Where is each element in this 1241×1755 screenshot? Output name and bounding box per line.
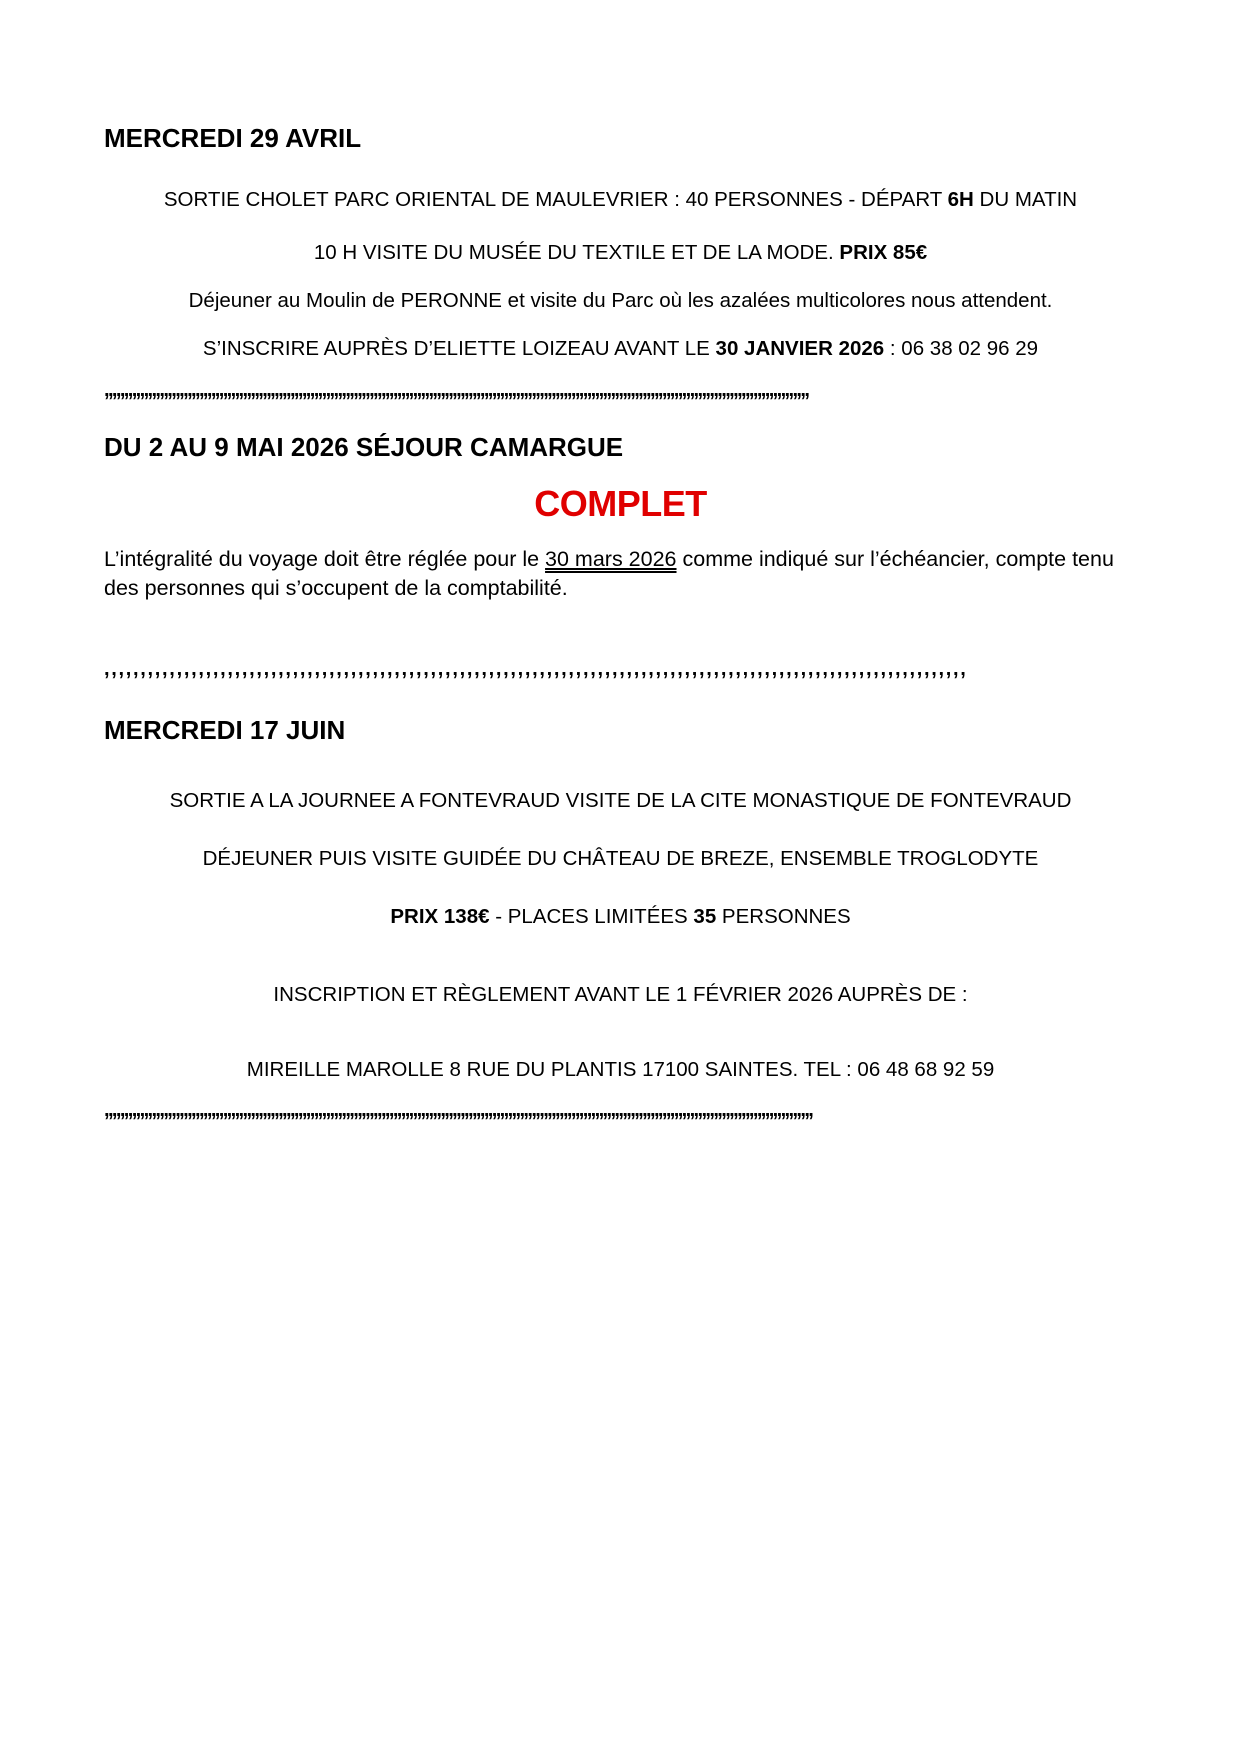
- event1-line4: [0, 337, 1241, 361]
- event1-line3: Déjeuner au Moulin de PERONNE et visite du Parc où les azalées multicolores nous attendent.: [188, 289, 1053, 312]
- event3-places-count: 35: [693, 905, 717, 928]
- event1-line1-end: DU MATIN: [973, 188, 1078, 211]
- event1-line4-text: S’INSCRIRE AUPRÈS D’ELIETTE LOIZEAU AVANT LE: [202, 337, 716, 360]
- event3-line1: SORTIE A LA JOURNEE A FONTEVRAUD VISITE DE LA CITE MONASTIQUE DE FONTEVRAUD: [169, 789, 1072, 812]
- event2-para-end: comme indiqué sur l’échéancier, compte tenu des personnes qui s’occupent de la comptabilité.: [104, 547, 1114, 600]
- event3-line3: [0, 905, 1241, 929]
- status-complet: COMPLET: [534, 483, 707, 524]
- event1-departure-time: 6H: [947, 188, 974, 211]
- event3-line4: INSCRIPTION ET RÈGLEMENT AVANT LE 1 FÉVRIER 2026 AUPRÈS DE :: [273, 983, 968, 1006]
- separator-3: ,,,,,,,,,,,,,,,,,,,,,,,,,,,,,,,,,,,,,,,,,,,,,,,,,,,,,,,,,,,,,,,,,,,,,,,,,,,,,,,,,,,,,,,,,,,,,,,,,,,,,,,,,,,,,,,,,,,,,,,,,,,,,,,,,,,,,,,,,,,,,,,,,,,,,,,,,,,,,,,,,,,,,,,,,,,,,,,,,,,: [104, 1100, 813, 1120]
- event3-price: PRIX 138€: [390, 905, 490, 928]
- event3-line5: MIREILLE MAROLLE 8 RUE DU PLANTIS 17100 SAINTES. TEL : 06 48 68 92 59: [246, 1058, 995, 1081]
- event3-places-text: - PLACES LIMITÉES: [489, 905, 694, 928]
- event1-title: MERCREDI 29 AVRIL: [104, 123, 362, 153]
- event3-line2: DÉJEUNER PUIS VISITE GUIDÉE DU CHÂTEAU DE BREZE, ENSEMBLE TROGLODYTE: [202, 847, 1039, 870]
- event3-persons: PERSONNES: [716, 905, 851, 928]
- event1-phone: : 06 38 02 96 29: [884, 337, 1039, 360]
- separator-2: ,,,,,,,,,,,,,,,,,,,,,,,,,,,,,,,,,,,,,,,,,,,,,,,,,,,,,,,,,,,,,,,,,,,,,,,,,,,,,,,,,,,,,,,,,,,,,,,,,,,,,,,,,,,,,,,,,,,,,,,: [104, 659, 968, 679]
- event2-para-start: L’intégralité du voyage doit être réglée pour le: [104, 547, 546, 571]
- event2-payment-date: 30 mars 2026: [545, 547, 677, 571]
- event1-line1-text: SORTIE CHOLET PARC ORIENTAL DE MAULEVRIER : 40 PERSONNES - DÉPART: [163, 188, 948, 211]
- event1-line2-text: 10 H VISITE DU MUSÉE DU TEXTILE ET DE LA MODE.: [313, 241, 840, 264]
- event1-price: PRIX 85€: [839, 241, 928, 264]
- event3-title: MERCREDI 17 JUIN: [104, 715, 346, 745]
- event2-title: DU 2 AU 9 MAI 2026 SÉJOUR CAMARGUE: [104, 432, 624, 462]
- event1-line2: [0, 241, 1241, 265]
- event1-deadline: 30 JANVIER 2026: [715, 337, 885, 360]
- event2-paragraph: [104, 545, 1144, 603]
- separator-1: ,,,,,,,,,,,,,,,,,,,,,,,,,,,,,,,,,,,,,,,,,,,,,,,,,,,,,,,,,,,,,,,,,,,,,,,,,,,,,,,,,,,,,,,,,,,,,,,,,,,,,,,,,,,,,,,,,,,,,,,,,,,,,,,,,,,,,,,,,,,,,,,,,,,,,,,,,,,,,,,,,,,,,,,,,,,,,,,,,,: [104, 380, 809, 400]
- event1-line1: [0, 188, 1241, 212]
